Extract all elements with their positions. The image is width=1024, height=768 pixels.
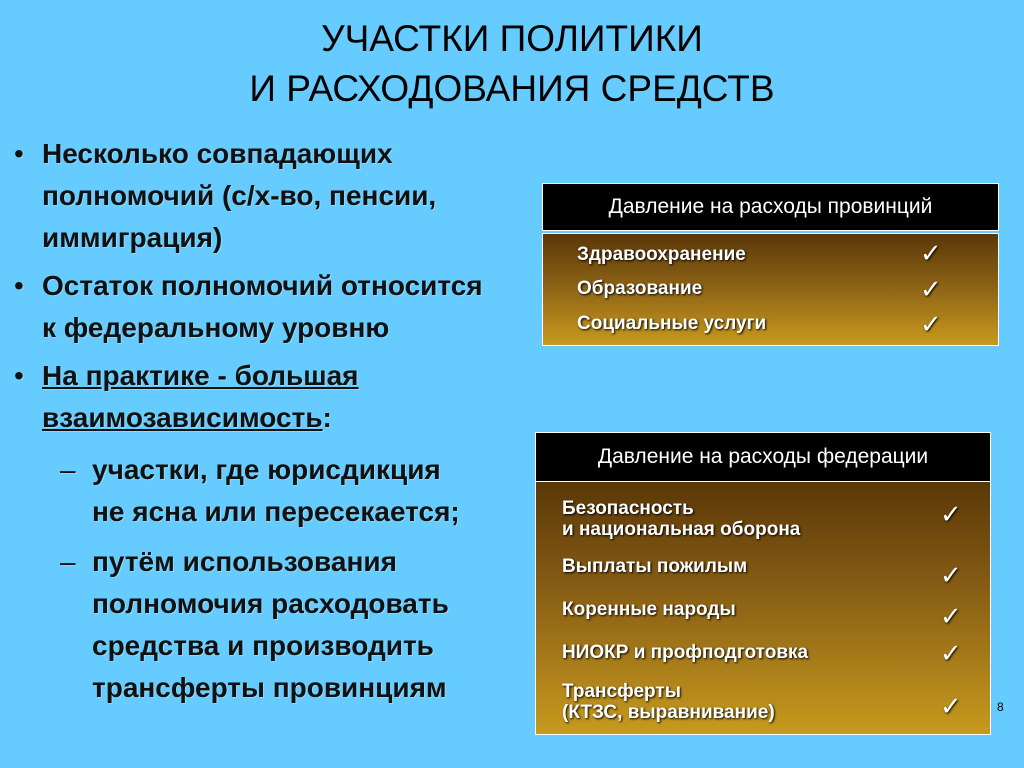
bullet-3-line-1: • На практике - большая	[42, 360, 359, 391]
provinces-panel-body	[542, 233, 999, 346]
sub-2-line-1: путём использования	[92, 546, 397, 577]
dash-icon: –	[60, 546, 76, 577]
federation-spending-panel	[535, 432, 991, 735]
sub-1-line-1: участки, где юрисдикция	[92, 454, 441, 485]
item-label: НИОКР и профподготовка	[562, 642, 809, 663]
bullet-list	[14, 133, 534, 717]
checkmark-icon: ✓	[940, 499, 962, 529]
sub-bullet-spending-power	[42, 541, 534, 709]
sub-2-line-3: средства и производить	[92, 630, 434, 661]
bullet-overlapping-powers	[14, 133, 534, 259]
bullet-1-line-2: полномочий (с/х-во, пенсии,	[42, 180, 437, 211]
list-item	[536, 599, 990, 639]
checkmark-icon: ✓	[940, 638, 962, 668]
sub-bullet-jurisdiction	[42, 449, 534, 533]
item-label	[562, 681, 775, 723]
page-number: 8	[997, 700, 1004, 714]
provinces-spending-panel	[542, 183, 999, 346]
item-label: Коренные народы	[562, 599, 736, 620]
item-label-line-2: (КТЗС, выравнивание)	[562, 702, 775, 723]
sub-2-line-4: трансферты провинциям	[92, 672, 447, 703]
bullet-3-colon: :	[322, 402, 332, 433]
bullet-1-line-3: иммиграция)	[42, 222, 223, 253]
list-item	[543, 311, 998, 341]
slide-title	[0, 14, 1024, 114]
item-label-line-2: и национальная оборона	[562, 519, 801, 540]
bullet-3-line-2: взаимозависимость	[42, 402, 323, 433]
list-item	[536, 640, 990, 680]
item-label	[562, 498, 800, 540]
list-item	[536, 556, 990, 596]
sub-2-line-2: полномочия расходовать	[92, 588, 449, 619]
federation-panel-header: Давление на расходы федерации	[535, 432, 991, 482]
item-label: Социальные услуги	[577, 313, 767, 334]
item-label: Образование	[577, 278, 703, 299]
item-label: Здравоохранение	[577, 244, 746, 265]
checkmark-icon: ✓	[940, 691, 962, 721]
checkmark-icon: ✓	[920, 238, 942, 268]
checkmark-icon: ✓	[940, 560, 962, 590]
checkmark-icon: ✓	[940, 601, 962, 631]
bullet-2-line-1: • Остаток полномочий относится	[42, 270, 483, 301]
checkmark-icon: ✓	[920, 274, 942, 304]
provinces-panel-header: Давление на расходы провинций	[542, 183, 999, 231]
bullet-interdependence	[14, 355, 534, 709]
item-label-line-1: Безопасность	[562, 498, 694, 519]
federation-panel-body	[535, 481, 991, 735]
list-item	[543, 240, 998, 270]
list-item	[536, 681, 990, 727]
checkmark-icon: ✓	[920, 309, 942, 339]
item-label-line-1: Трансферты	[562, 681, 681, 702]
title-line-1: УЧАСТКИ ПОЛИТИКИ	[321, 18, 703, 59]
list-item	[536, 498, 990, 544]
sub-1-line-2: не ясна или пересекается;	[92, 496, 460, 527]
bullet-2-line-2: к федеральному уровню	[42, 312, 390, 343]
sub-bullet-list	[42, 449, 534, 709]
list-item	[543, 276, 998, 306]
title-line-2: И РАСХОДОВАНИЯ СРЕДСТВ	[249, 68, 775, 109]
dash-icon: –	[60, 454, 76, 485]
item-label: Выплаты пожилым	[562, 556, 748, 577]
bullet-1-line-1: • Несколько совпадающих	[42, 138, 393, 169]
bullet-residual-powers	[14, 265, 534, 349]
